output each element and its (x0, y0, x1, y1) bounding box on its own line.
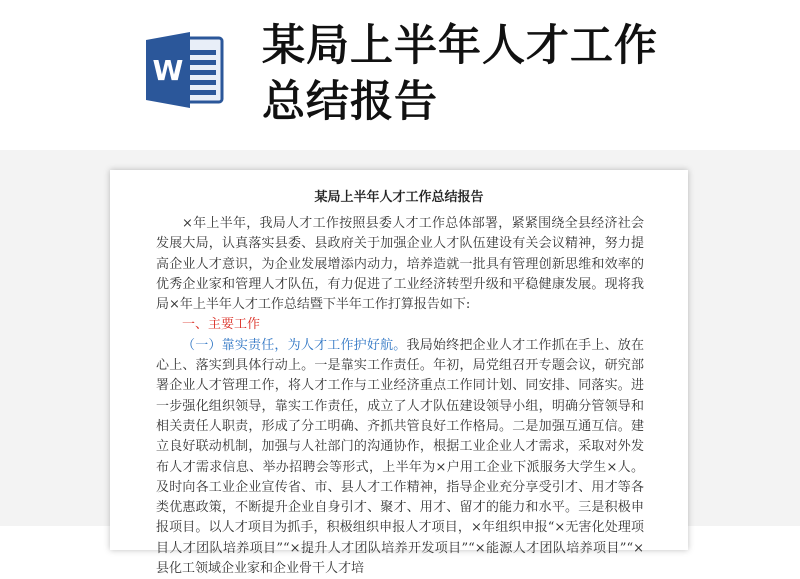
subsection-heading: （一）靠实责任，为人才工作护好航。 (182, 337, 407, 353)
page-title (262, 18, 782, 130)
document-page (110, 170, 688, 577)
document-title: 某局上半年人才工作总结报告 (314, 190, 484, 205)
subsection-paragraph (156, 336, 644, 579)
page-title-line1: 某局上半年人才工作 (262, 21, 658, 71)
section-heading: 一、主要工作 (182, 317, 261, 333)
page-title-line2: 总结报告 (262, 77, 438, 127)
word-logo-icon (144, 28, 228, 112)
document-body (156, 214, 644, 579)
page-header (0, 0, 800, 150)
subsection-body: 我局始终把企业人才工作抓在手上、放在心上、落实到具体行动上。一是靠实工作责任。年初，局党组召开专题会议，研究部署企业人才管理工作，将人才工作与工业经济重点工作同计划、同安排、同落实。进一步强化组织领导，靠实工作责任，成立了人才队伍建设领导小组，明确分管领导和相关责任人职责，形成了分工明确、齐抓共管良好工作格局。二是加强互通互信。建立良好联动机制，加强与人社部门的沟通协作，根据工业企业人才需求，采取对外发布人才需求信息、举办招聘会等形式，上半年为×户用工企业下派服务大学生×人。及时向各工业企业宣传省、市、县人才工作精神，指导企业充分享受引才、用才等各类优惠政策，不断提升企业自身引才、聚才、用才、留才的能力和水平。三是积极申报项目。以人才项目为抓手，积极组织申报人才项目，×年组织申报“×无害化处理项目人才团队培养项目”“×提升人才团队培养开发项目”“×能源人才团队培养项目”“×县化工领域企业家和企业骨干人才培 (156, 337, 644, 577)
word-logo-letter: W (152, 54, 184, 87)
intro-paragraph: ×年上半年，我局人才工作按照县委人才工作总体部署，紧紧围绕全县经济社会发展大局，认真落实县委、县政府关于加强企业人才队伍建设有关会议精神，努力提高企业人才意识，为企业发展增添内动力，培养造就一批具有管理创新思维和效率的优秀企业家和管理人才队伍，有力促进了工业经济转型升级和平稳健康发展。现将我局×年上半年人才工作总结暨下半年工作打算报告如下: (156, 216, 644, 313)
